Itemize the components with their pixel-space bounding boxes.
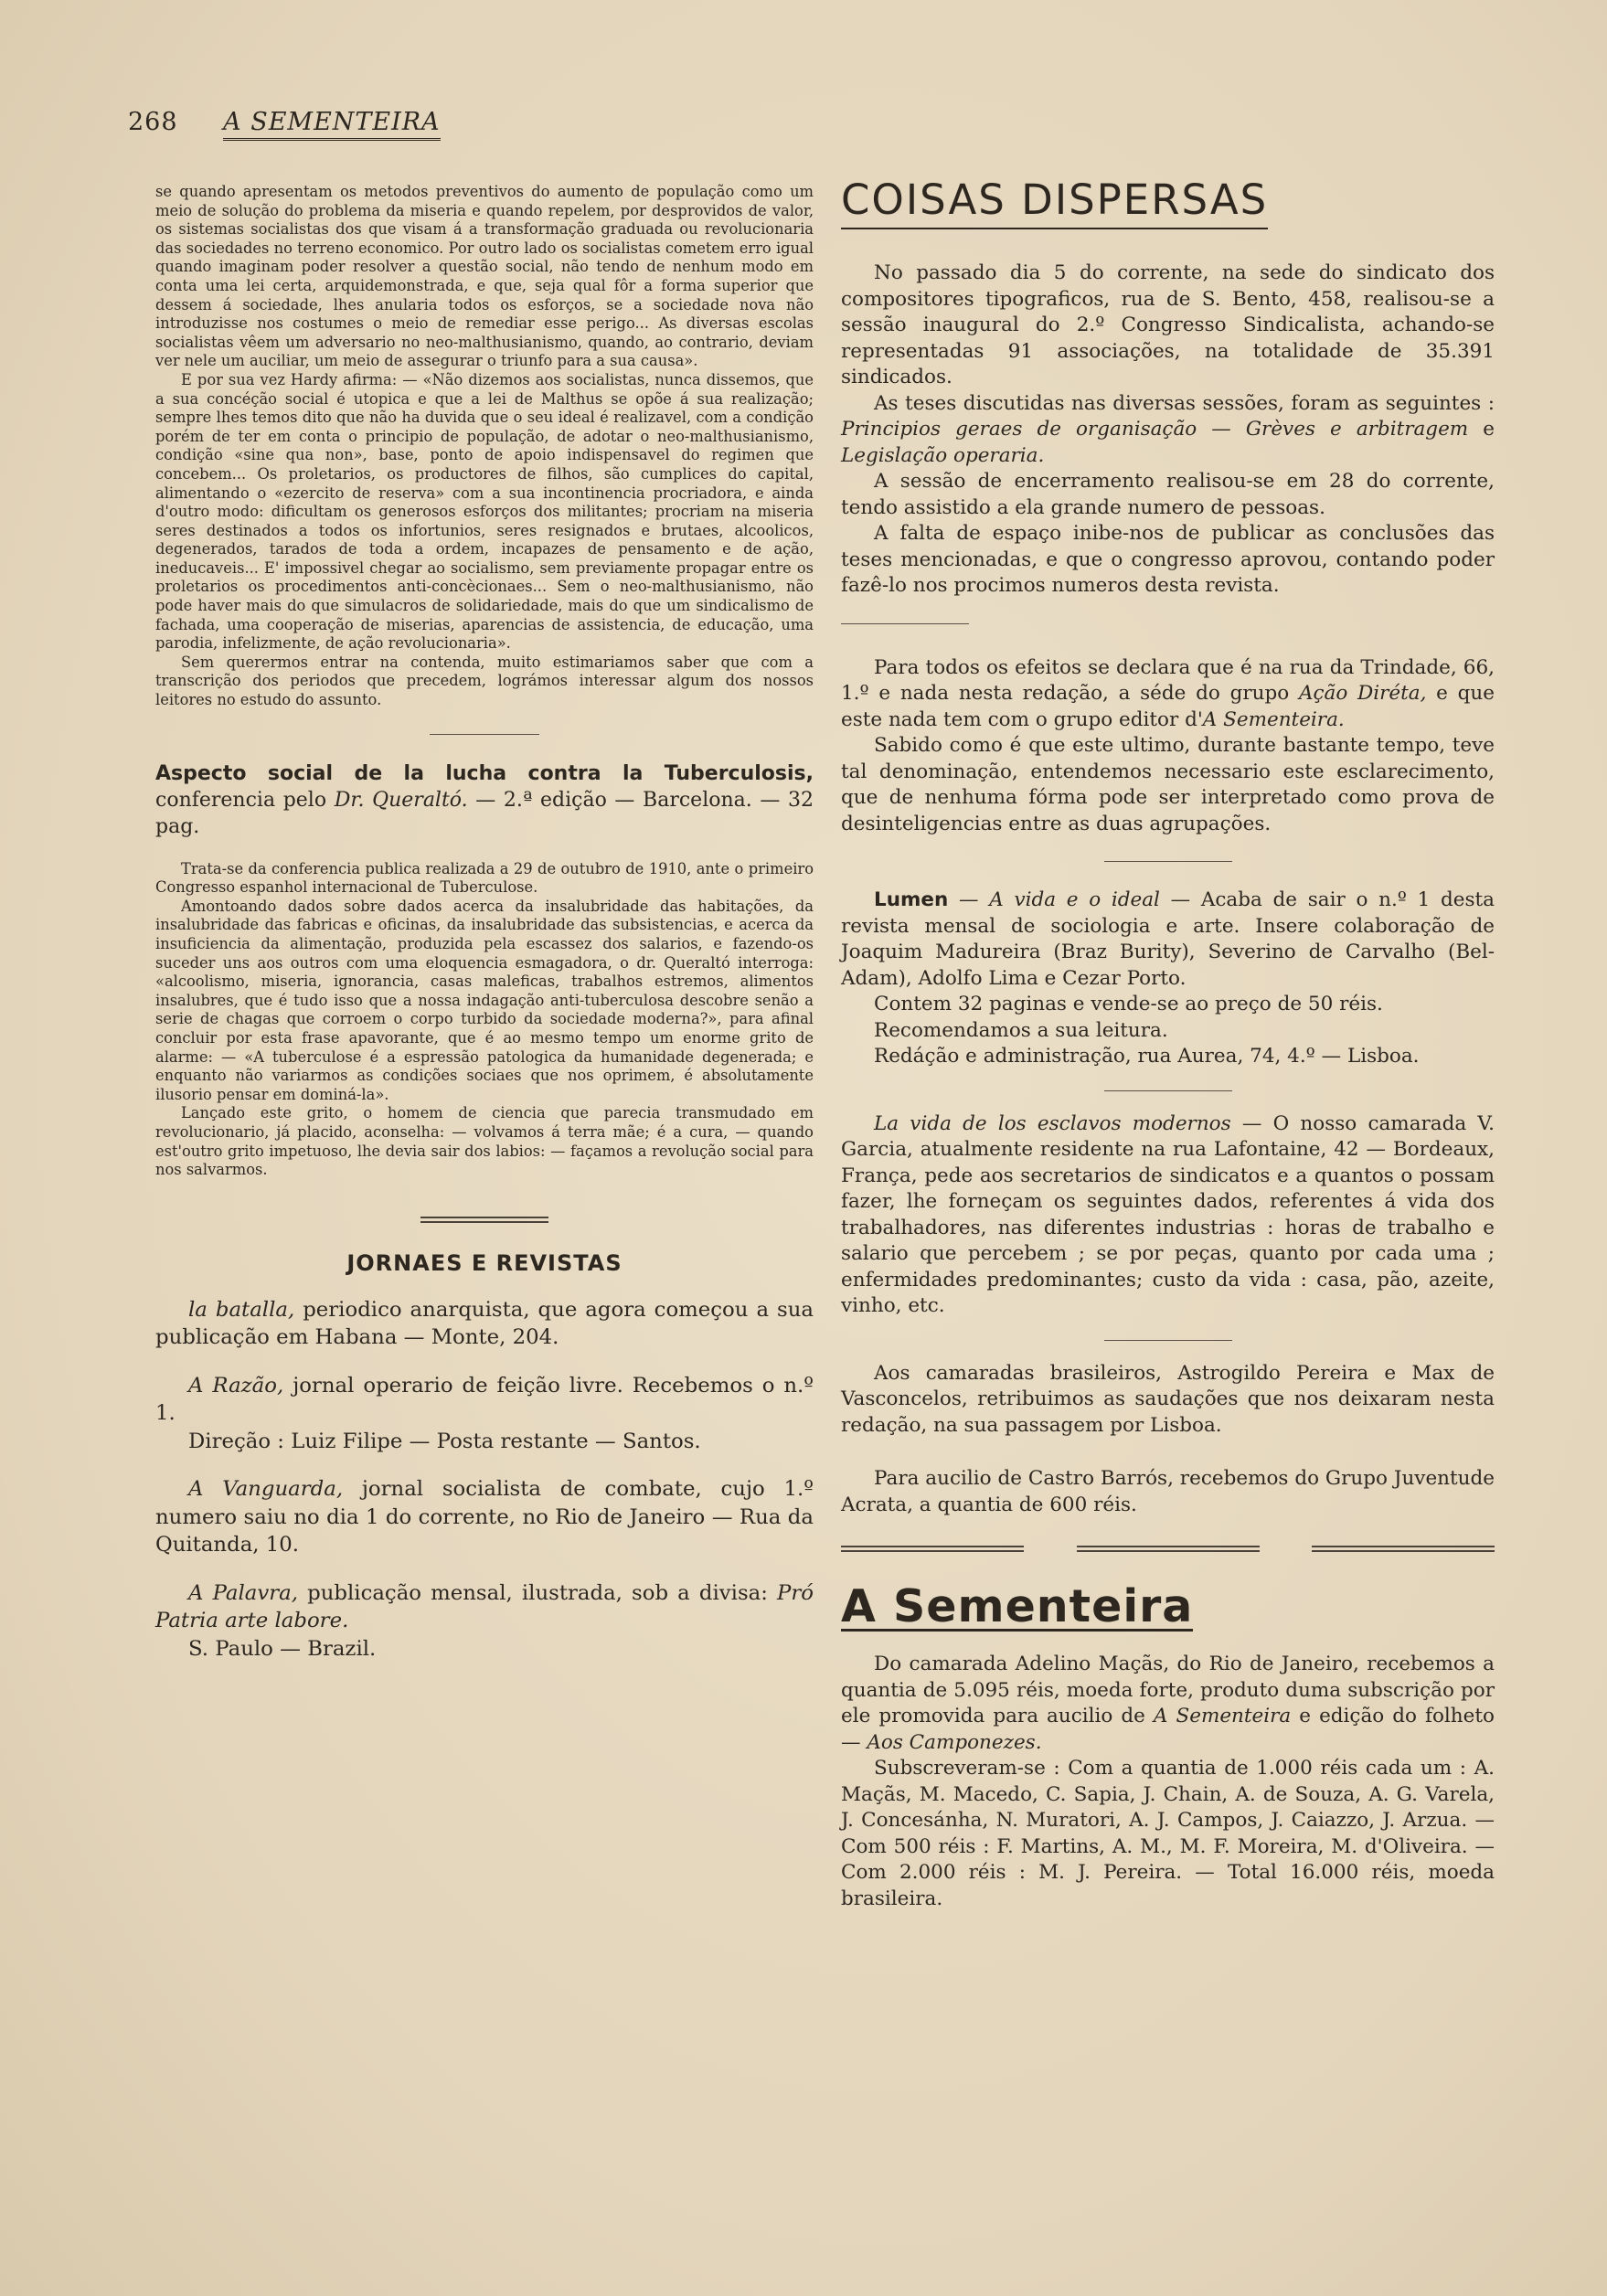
journal-entry: A Razão, jornal operario de feição livre. Recebemos o n.º 1. [155,1373,814,1426]
congress-paragraph: A falta de espaço inibe-nos de publicar as conclusões das teses mencionadas, e que o congresso aprovou, contando poder fazê-lo nos procimos numeros desta revista. [841,522,1495,597]
review-paragraph: Lançado este grito, o homem de ciencia que parecia transmudado em revolucionario, já placido, aconselha: — volvamos á terra mãe; é a cura, — quando est'outro grito impetuoso, lhe devia sair dos labios: — façamos a revolução social para nos salvarmos. [155,1104,814,1179]
article-paragraph: se quando apresentam os metodos preventivos do aumento de população como um meio de solução do problema da miseria e quando repelem, por desprovidos de valor, os sistemas socialistas dos que visam á a transformação graduada ou revolucionaria das sociedades no terreno economico. Por outro lado os socialistas cometem erro igual quando imaginam poder resolver a questão social, não tendo de nenhum modo em conta uma lei certa, arquidemonstrada, e que, seja qual fôr a forma superior que dessem á sociedade, lhes anularia todos os esforços, se a sociedade nova não introduzisse nos costumes o meio de remediar esse perigo... As diversas escolas socialistas vêem um adversario no neo-malthusianismo, quando, ao contrario, deviam ver nele um auciliar, um meio de assegurar o triunfo para a sua causa». [155,183,814,370]
sementeira-title: A Sementeira [841,1580,1194,1632]
journal-title-razao: A Razão, [188,1373,284,1398]
article-paragraph: Sem querermos entrar na contenda, muito estimariamos saber que com a transcrição dos periodos que precedem, lográmos interessar algum dos nossos leitores no estudo do assunto. [155,653,814,709]
double-separator [420,1217,548,1223]
review-paragraph: Amontoando dados sobre dados acerca da insalubridade das habitações, da insalubridade das fabricas e oficinas, da insalubridade das subsistencias, e acerca da insuficiencia da alimentação, produzida pela escassez dos salarios, e fazendo-os suceder uns aos outros com uma eloquencia esmagadora, o dr. Queraltó interroga: «alcoolismo, miseria, ignorancia, casas maleficas, trabalhos estremos, alimentos insalubres, que é tudo isso que a nossa indagação anti-tuberculosa descobre senão a serie de chagas que corroem o corpo turbido da sociedade moderna?», para afinal concluir por esta frase apavorante, que é ao mesmo tempo um enorme grito de alarme: — «A tuberculose é a espressão patologica da humanidade degenerada; e enquanto não variarmos as condições sociaes que nos oprimem, é absolutamente ilusorio pensar em dominá-la». [155,897,814,1103]
journal-motto: Pró Patria arte labore. [155,1580,814,1633]
section-rule [841,1546,1495,1552]
brasileiros-paragraph: Aos camaradas brasileiros, Astrogildo Pereira e Max de Vasconcelos, retribuimos as saudações que nos deixaram nesta redação, na sua passagem por Lisboa. [841,1361,1495,1437]
journal-direction: Direção : Luiz Filipe — Posta restante — Santos. [188,1429,701,1453]
article-paragraph: E por sua vez Hardy afirma: — «Não dizemos aos socialistas, nunca dissemos, que a sua concéção social é utopica e que a lei de Malthus se opõe á sua realização; sempre lhes temos dito que não ha duvida que o seu ideal é realizavel, com a condição porém de ter em conta o principio de população, de adotar o neo-malthusianismo, condição «sine qua non», base, ponto de apoio indispensavel do regimen que concebem... Os proletarios, os productores de filhos, são cumplices do capital, alimentando o «ezercito de reserva» com a sua incontinencia procriadora, e ainda d'outro modo: dificultam os generosos esforços dos militantes; procriam na miseria seres destinados a todos os infortunios, seres resignados e brutaes, alcoolicos, degenerados, tarados de toda a ordem, incapazes de pensamento e de ação, ineducaveis... E' impossivel chegar ao socialismo, sem previamente propagar entre os proletarios os procedimentos anti-concècionaes... Sem o neo-malthusianismo, não pode haver mais do que simulacros de solidariedade, mais do que um sindicalismo de fachada, uma cooperação de miserias, aparencias de assistencia, de educação, uma parodia, infelizmente, de ação revolucionaria». [155,370,814,653]
journal-title-vanguarda: A Vanguarda, [188,1477,344,1502]
congress-paragraph: As teses discutidas nas diversas sessões, foram as seguintes : Principios geraes de organisação — Grèves e arbitragem e Legislação operaria. [841,391,1495,467]
lumen-title: Lumen [874,888,949,911]
lumen-paragraph: Redáção e administração, rua Aurea, 74, 4.º — Lisboa. [874,1045,1420,1068]
lumen-paragraph: Lumen — A vida e o ideal — Acaba de sair o n.º 1 desta revista mensal de sociologia e arte. Insere colaboração de Joaquim Madureira (Braz Burity), Severino de Carvalho (Bel-Adam), Adolfo Lima e Cezar Porto. [841,888,1495,990]
sementeira-paragraph: Subscreveram-se : Com a quantia de 1.000 réis cada um : A. Maçãs, M. Macedo, C. Sapia, J. Chain, A. de Souza, A. G. Varela, J. Concesánha, N. Muratori, A. J. Campos, J. Caiazzo, J. Arzua. — Com 500 réis : F. Martins, A. M., M. F. Moreira, M. d'Oliveira. — Com 2.000 réis : M. J. Pereira. — Total 16.000 réis, moeda brasileira. [841,1757,1495,1910]
journal-title-batalla: la batalla, [188,1297,295,1322]
review-paragraph: Trata-se da conferencia publica realizada a 29 de outubro de 1910, ante o primeiro Congresso espanhol internacional de Tuberculose. [155,859,814,897]
lumen-paragraph: Contem 32 paginas e vende-se ao preço de 50 réis. [874,993,1383,1015]
grupo-notice [841,655,1495,838]
lumen-notice [841,888,1495,1070]
coisas-dispersas-title: COISAS DISPERSAS [841,175,1268,229]
neo-malthusian-article [155,183,814,710]
vida-paragraph: La vida de los esclavos modernos — O nosso camarada V. Garcia, atualmente residente na rua Lafontaine, 42 — Bordeaux, França, pede aos secretarios de sindicatos e a quantos o possam fazer, lhe forneçam os seguintes dados, referentes á vida dos trabalhadores, nas diferentes industrias : horas de trabalho e salario que percebem ; se por peças, quanto por cada uma ; enfermidades predominantes; custo da vida : casa, pão, azeite, vinho, etc. [841,1111,1495,1317]
journal-title: A SEMENTEIRA [223,108,440,141]
jornaes-heading: JORNAES E REVISTAS [346,1249,623,1276]
page-header [128,108,494,136]
grupo-paragraph: Sabido como é que este ultimo, durante bastante tempo, teve tal denominação, entendemos necessario este esclarecimento, que de nenhuma fórma pode ser interpretado como prova de desinteligencias entre as duas agrupações. [841,734,1495,835]
lumen-paragraph: Recomendamos a sua leitura. [874,1018,1168,1042]
left-column [155,183,814,1663]
book-review-body [155,860,814,1180]
journal-location: S. Paulo — Brazil. [188,1636,377,1661]
book-by: conferencia pelo [155,788,327,812]
page-number: 268 [128,108,178,136]
journal-entry: la batalla, periodico anarquista, que agora começou a sua publicação em Habana — Monte, 204. [155,1297,814,1350]
castro-notice [841,1466,1495,1518]
brasileiros-notice [841,1361,1495,1440]
castro-paragraph: Para aucilio de Castro Barrós, recebemos do Grupo Juventude Acrata, a quantia de 600 réis. [841,1467,1495,1516]
congress-paragraph: A sessão de encerramento realisou-se em 28 do corrente, tendo assistido a ela grande numero de pessoas. [841,470,1495,519]
vida-notice [841,1111,1495,1320]
congress-notice [841,260,1495,600]
sementeira-notice [841,1652,1495,1912]
journal-entry: A Vanguarda, jornal socialista de combate, cujo 1.º numero saiu no dia 1 do corrente, no Rio de Janeiro — Rua da Quitanda, 10. [155,1477,814,1557]
journal-entry: A Palavra, publicação mensal, ilustrada, sob a divisa: Pró Patria arte labore. [155,1580,814,1633]
sementeira-paragraph: Do camarada Adelino Maçãs, do Rio de Janeiro, recebemos a quantia de 5.095 réis, moeda forte, produto duma subscrição por ele promovida para aucilio de A Sementeira e edição do folheto — Aos Camponezes. [841,1653,1495,1754]
coisas-heading-wrap [841,175,1495,229]
sementeira-heading-wrap [841,1580,1495,1632]
jornaes-list [155,1296,814,1664]
vida-title: La vida de los esclavos modernos [874,1111,1231,1135]
right-column [841,175,1495,1912]
congress-paragraph: No passado dia 5 do corrente, na sede do sindicato dos compositores tipograficos, rua de S. Bento, 458, realisou-se a sessão inaugural do 2.º Congresso Sindicalista, achando-se representadas 91 associações, na totalidade de 35.391 sindicados. [841,261,1495,388]
journal-title-palavra: A Palavra, [188,1580,298,1605]
grupo-paragraph: Para todos os efeitos se declara que é na rua da Trindade, 66, 1.º e nada nesta redação, a séde do grupo Ação Diréta, e que este nada tem com o grupo editor d'A Sementeira. [841,655,1495,731]
book-review-heading [155,760,814,840]
book-author: Dr. Queraltó. [334,788,468,812]
book-title: Aspecto social de la lucha contra la Tuberculosis, [155,761,814,785]
book-edition: — 2.ª edição — Barcelona. — 32 pag. [155,788,814,838]
